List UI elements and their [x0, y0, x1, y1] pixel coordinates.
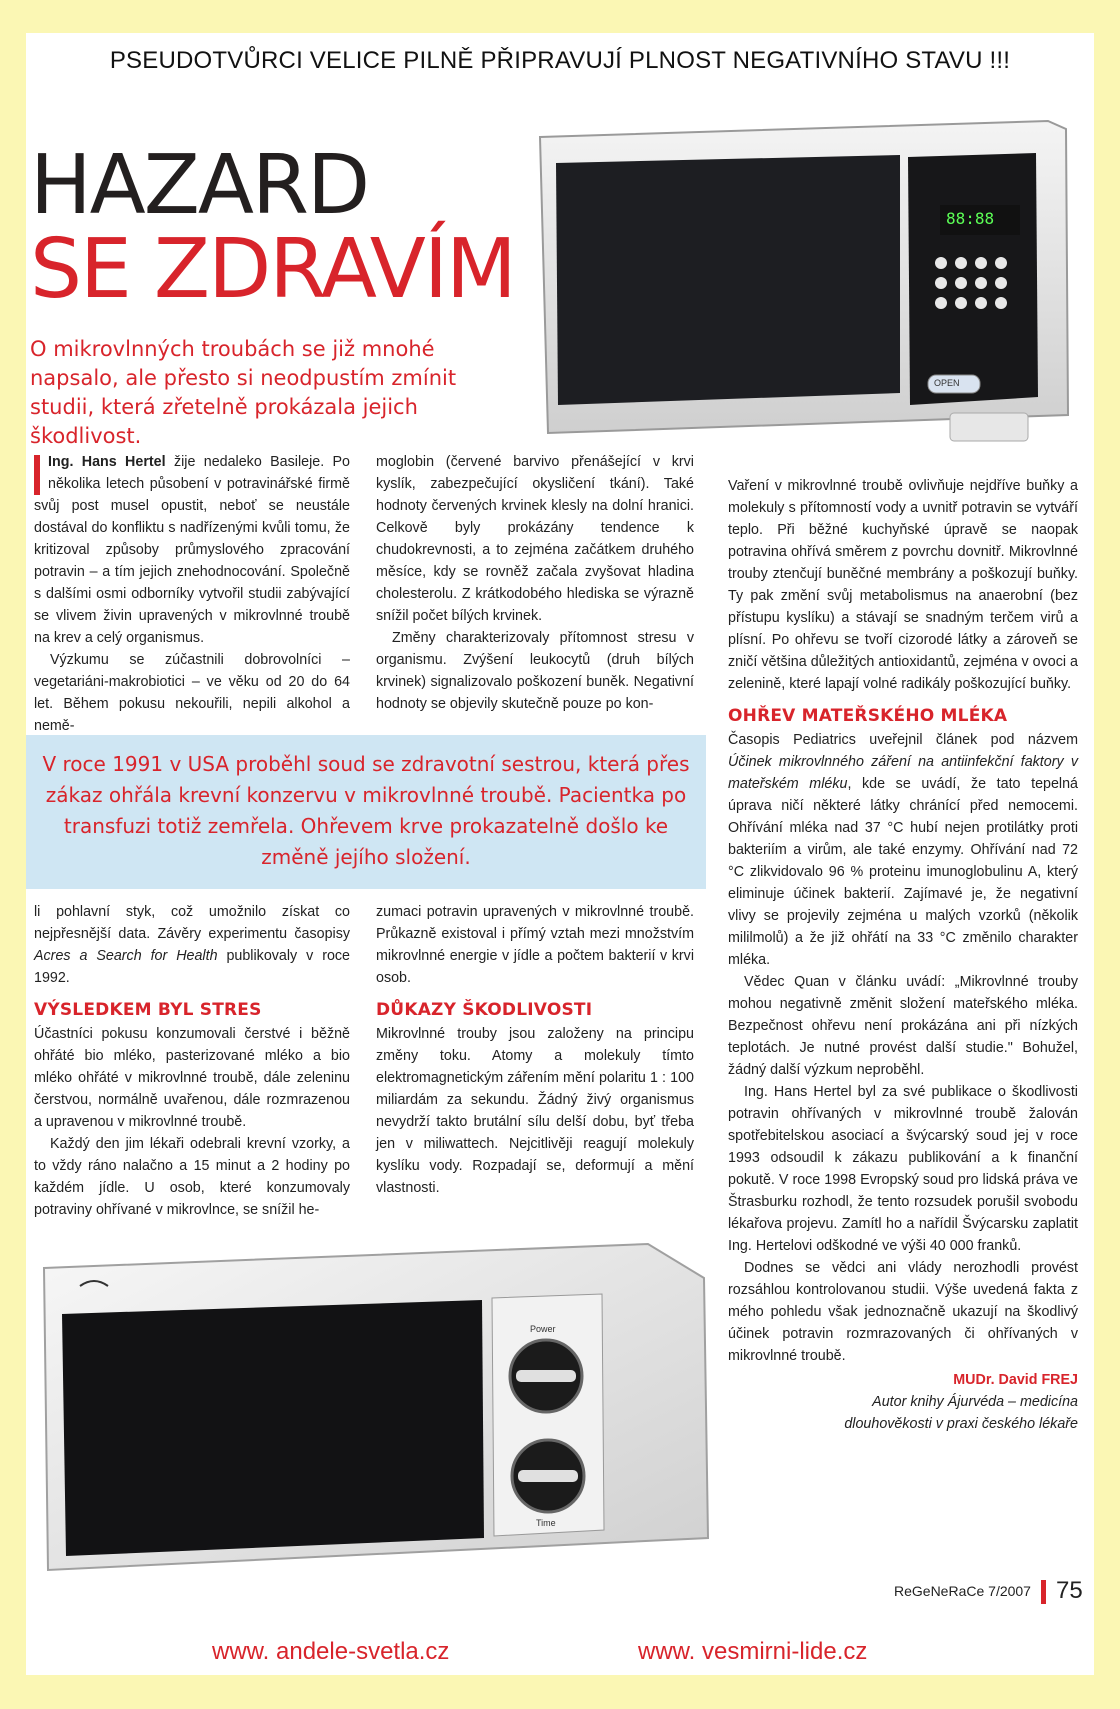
article-column-2-bottom [376, 901, 694, 1199]
microwave-top-icon [528, 115, 1074, 445]
article-column-1-bottom [34, 901, 350, 1221]
article-column-1-top [34, 451, 350, 737]
microwave-top-illustration [528, 115, 1074, 445]
page-banner: PSEUDOTVŮRCI VELICE PILNĚ PŘIPRAVUJÍ PLNOST NEGATIVNÍHO STAVU !!! [109, 47, 1011, 74]
column-3-p2-b: , kde se uvádí, že tato tepelná úprava ničí některé látky chránící před nemocemi. Ohřívání mléka nad 37 °C hubí nejen protilátky proti bakteriím a virům, ale také enzymy. Ohřívání nad 72 °C zlikvidovalo 96 % proteinu imunoglobulinu A, který eliminuje účinek bakterií. Zajímavé je, že negativní vlivy se projevily zejména u malých vzorků (několik mililmolů) a že již ohřátí na 33 °C změnilo charakter mléka. [728, 776, 1078, 968]
article-column-3 [728, 475, 1078, 1435]
pull-quote-box [26, 735, 706, 889]
column-3-paragraph-4: Ing. Hans Hertel byl za své publikace o škodlivosti potravin ohřívaných v mikrovlnné troubě žalován spotřebitelskou asociací a švýcarský soud jej v roce 1993 odsoudil k zákazu publikování a k finanční pokutě. V roce 1998 Evropský soud pro lidská práva ve Štrasburku rozhodl, že tento rozsudek porušil svobodu lékařova projevu. Zamítl ho a nařídil Švýcarsku zaplatit Ing. Hertelovi odškodné ve výši 40 000 franků. [728, 1084, 1078, 1254]
section-heading-stress: VÝSLEDKEM BYL STRES [34, 1000, 262, 1020]
column-1-paragraph-2: Výzkumu se zúčastnili dobrovolníci – vegetariáni-makrobiotici – ve věku od 20 do 64 let. Během pokusu nekouřili, nepili alkohol a nemě- [34, 652, 350, 734]
article-page [26, 33, 1094, 1675]
column-2b-paragraph-1: zumaci potravin upravených v mikrovlnné troubě. Průkazně existoval i přímý vztah mezi množstvím mikrovlnné energie v jídle a počtem bakterií v krvi osob. [376, 904, 694, 986]
column-2b-paragraph-2: Mikrovlnné trouby jsou založeny na principu změny toku. Atomy a molekuly tímto elektromagnetickým zářením mění polaritu 1 : 100 miliardám za sekundu. Žádný živý organismus nevydrží takto brutální sílu delší dobu, byť třeba jen v miliwattech. Nejcitlivěji reagují molekuly kyslíku vody. Rozpadají se, deformují a mění vlastnosti. [376, 1026, 694, 1196]
column-2-paragraph-1: moglobin (červené barvivo přenášející v krvi kyslík, zabezpečující okysličení tkání). Také hodnoty červených krvinek klesly na dolní hranici. Celkově byly prokázány tendence k chudokrevnosti, a to zejména začátkem druhého měsíce, kdy se rovněž začala zvyšovat hladina cholesterolu. Z krátkodobého hlediska se výrazně snížil počet bílých krvinek. [376, 454, 694, 624]
author-role-line-1: Autor knihy Ájurvéda – medicína [872, 1394, 1078, 1410]
pull-quote-text: V roce 1991 v USA proběhl soud se zdravotní sestrou, která přes zákaz ohřála krevní konzervu v mikrovlnné troubě. Pacientka po transfuzi totiž zemřela. Ohřevem krve prokazatelně došlo ke změně jejího složení. [42, 752, 690, 869]
page-number: 75 [1056, 1577, 1083, 1604]
column-1b-paragraph-2: Účastníci pokusu konzumovali čerstvé i běžně ohřáté bio mléko, pasterizované mléko a bio mléko ohřáté v mikrovlnné troubě, dále zeleninu čerstvou, normálně uvařenou, dále rozmrazenou a upravenou v mikrovlnné troubě. [34, 1026, 350, 1130]
microwave-bottom-icon [36, 1238, 712, 1578]
column-3-article-title: Účinek mikrovlnného záření na antiinfekční faktory v mateřském mléku [728, 754, 1078, 792]
microwave-bottom-illustration [36, 1238, 712, 1578]
section-heading-evidence: DŮKAZY ŠKODLIVOSTI [376, 1000, 593, 1020]
column-1b-text-b: publikovaly v roce 1992. [34, 948, 351, 986]
microwave-time-knob-label: Time [536, 1518, 556, 1528]
magazine-issue: ReGeNeRaCe 7/2007 [894, 1583, 1031, 1599]
article-lede: O mikrovlnných troubách se již mnohé napsalo, ale přesto si neodpustím zmínit studii, která zřetelně prokázala jejich škodlivost. [30, 337, 457, 448]
article-column-2-top [376, 451, 694, 715]
author-role-line-2: dlouhověkosti v praxi českého lékaře [844, 1416, 1078, 1432]
author-lead-name: Ing. Hans Hertel [48, 454, 166, 470]
column-3-p2-a: Časopis Pediatrics uveřejnil článek pod názvem [728, 732, 1078, 748]
column-1b-text-a: li pohlavní styk, což umožnilo získat co nejpřesnější data. Závěry experimentu časopisy [34, 904, 350, 942]
footer-divider-bar [1041, 1580, 1046, 1604]
microwave-top-display: 88:88 [946, 209, 995, 228]
author-signature: MUDr. David FREJ [953, 1372, 1078, 1388]
microwave-power-knob-label: Power [530, 1324, 556, 1334]
column-3-paragraph-5: Dodnes se vědci ani vlády nerozhodli provést rozsáhlou kontrolovanou studii. Výše uvedená fakta z mého pohledu však jednoznačně ukazují na škodlivý účinek potravin rozmrazovaných či ohřívaných v mikrovlnné troubě. [728, 1260, 1078, 1364]
headline-line-1: HAZARD [30, 138, 369, 233]
microwave-top-open-button-label: OPEN [934, 378, 960, 388]
column-3-paragraph-1: Vaření v mikrovlnné troubě ovlivňuje nejdříve buňky a molekuly s přítomností vody a uvnitř potravin se vytváří teplo. Při běžné kuchyňské úpravě se naopak potravina ohřívá směrem z povrchu dovnitř. Mikrovlnné trouby ztenčují buněčné membrány a poškozují buňky. Ty pak změní svůj metabolismus na anaerobní (bez přístupu kyslíku) a stávají se snadným terčem virů a plísní. Po ohřevu se tvoří cizorodé látky a zároveň se zničí většina důležitých antioxidantů, zejména v ovoci a zelenině, které lapají volné radikály poškozující buňky. [728, 478, 1078, 692]
footer-url-left[interactable]: www. andele-svetla.cz [212, 1638, 450, 1665]
column-1b-journal-names: Acres a Search for Health [34, 948, 218, 964]
column-2-paragraph-2: Změny charakterizovaly přítomnost stresu v organismu. Zvýšení leukocytů (druh bílých krvinek) signalizovalo poškození buněk. Negativní hodnoty se objevily skutečně pouze po kon- [376, 630, 694, 712]
drop-cap-bar [34, 455, 40, 495]
column-1-paragraph-1: žije nedaleko Basileje. Po několika letech působení v potravinářské firmě svůj post musel opustit, neboť se neustále dostával do konfliktu s nadřízenými kvůli tomu, že kritizoval způsoby průmyslového zpracování potravin – a tím jejich znehodnocování. Společně s dalšími osmi odborníky vytvořil studii zabývající se vlivem živin upravených v mikrovlnné troubě na krev a celý organismus. [34, 454, 350, 646]
section-heading-breast-milk: OHŘEV MATEŘSKÉHO MLÉKA [728, 706, 1008, 726]
column-3-paragraph-3: Vědec Quan v článku uvádí: „Mikrovlnné trouby mohou negativně změnit složení mateřského mléka. Bezpečnost ohřevu není prokázána ani při nízkých teplotách. Je nutné provést další studie." Bohužel, žádný další výzkum neproběhl. [728, 974, 1078, 1078]
headline-line-2: SE ZDRAVÍM [30, 222, 515, 317]
footer-url-right[interactable]: www. vesmirni-lide.cz [638, 1638, 868, 1665]
column-1b-paragraph-3: Každý den jim lékaři odebrali krevní vzorky, a to vždy ráno nalačno a 15 minut a 2 hodiny po každém jídle. U osob, které konzumovaly potraviny ohřívané v mikrovlnce, se snížil he- [34, 1136, 350, 1218]
